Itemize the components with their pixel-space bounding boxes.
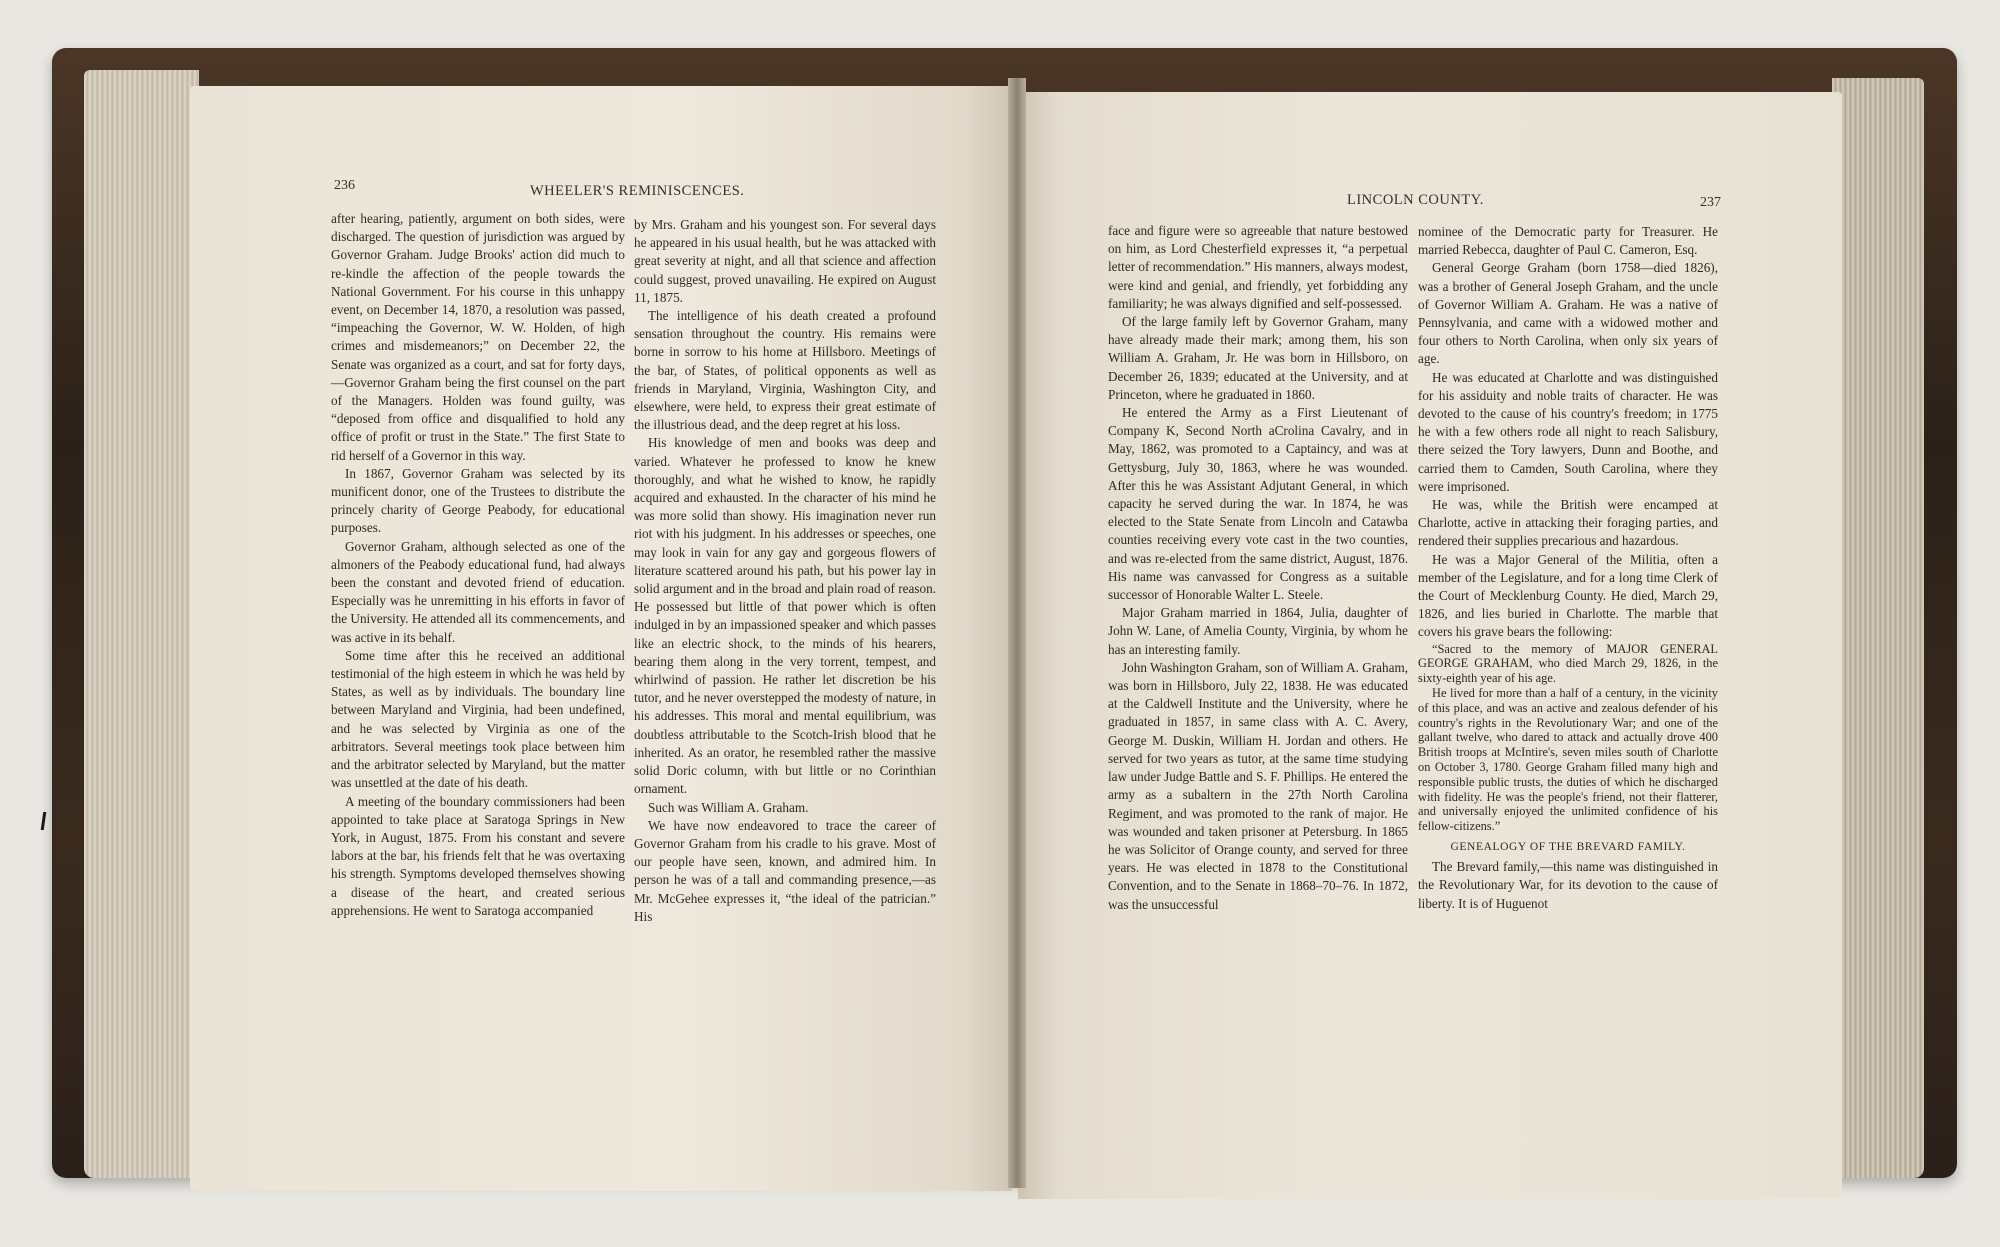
paragraph: He was, while the British were encamped at Charlotte, active in attacking their foraging parties, and rendered their supplies precarious and hazardous. <box>1418 497 1718 549</box>
section-heading: GENEALOGY OF THE BREVARD FAMILY. <box>1450 841 1686 854</box>
paragraph: General George Graham (born 1758—died 1826), was a brother of General Joseph Graham, and the uncle of Governor William A. Graham. He was a native of Pennsylvania, and came with a widowed mother and four others to North Carolina, when only six years of age. <box>1418 260 1718 367</box>
paragraph: after hearing, patiently, argument on both sides, were discharged. The question of jurisdiction was argued by Governor Graham. Judge Brooks' action did much to re-kindle the affection of the people towards the National Government. For his course in this unhappy event, on December 14, 1870, a resolution was passed, “impeaching the Governor, W. W. Holden, of high crimes and misdemeanors;” on December 22, the Senate was organized as a court, and sat for forty days,—Governor Graham being the first counsel on the part of the Managers. Holden was found guilty, was “deposed from office and disqualified to hold any office of profit or trust in the State.” The first State to rid herself of a Governor in this way. <box>331 211 625 463</box>
right-page-number: 237 <box>1700 195 1721 210</box>
left-column-1 <box>331 210 625 920</box>
paragraph: by Mrs. Graham and his youngest son. For several days he appeared in his usual health, but he was attacked with great severity at night, and all that science and affection could suggest, proved unavailing. He expired on August 11, 1875. <box>634 217 936 305</box>
ink-mark <box>41 812 47 830</box>
paragraph: Such was William A. Graham. <box>648 799 809 815</box>
paragraph: He was a Major General of the Militia, often a member of the Legislature, and for a long time Clerk of the Court of Mecklenburg County. He died, March 29, 1826, and lies buried in Charlotte. The marble that covers his grave bears the following: <box>1418 551 1718 640</box>
paragraph: John Washington Graham, son of William A. Graham, was born in Hillsboro, July 22, 1838. He was educated at the Caldwell Institute and the University, where he graduated in 1857, in same class with A. C. Avery, George M. Duskin, William H. Jordan and others. He served for two years as tutor, at the same time studying law under Judge Battle and S. F. Phillips. He entered the army as a subaltern in the 27th North Carolina Regiment, and was promoted to the rank of major. He was wounded and taken prisoner at Petersburg. In 1865 he was Solicitor of Orange county, and served for three years. He was elected in 1878 to the Constitutional Convention, and to the Senate in 1868–70–76. In 1872, was the unsuccessful <box>1108 659 1408 912</box>
paragraph: nominee of the Democratic party for Treasurer. He married Rebecca, daughter of Paul C. Cameron, Esq. <box>1418 224 1718 258</box>
paragraph: A meeting of the boundary commissioners had been appointed to take place at Saratoga Springs in New York, in August, 1875. From his constant and severe labors at the bar, his friends felt that he was overtaxing his strength. Symptoms developed themselves showing a disease of the heart, and created serious apprehensions. He went to Saratoga accompanied <box>331 793 625 918</box>
paragraph: He entered the Army as a First Lieutenant of Company K, Second North aCrolina Cavalry, and in May, 1862, was promoted to a Captaincy, and was at Gettysburg, July 30, 1863, where he was wounded. After this he was Assistant Adjutant General, in which capacity he served during the war. In 1874, he was elected to the State Senate from Lincoln and Catawba counties receiving every vote cast in the two counties, and was re-elected from the same district, August, 1876. His name was canvassed for Congress as a suitable successor of Honorable Walter L. Steele. <box>1108 405 1408 603</box>
right-running-head: LINCOLN COUNTY. <box>1347 192 1484 208</box>
paragraph: Of the large family left by Governor Graham, many have already made their mark; among them, his son William A. Graham, Jr. He was born in Hillsboro, on December 26, 1839; educated at the University, and at Princeton, where he graduated in 1860. <box>1108 314 1408 402</box>
book-gutter <box>1008 78 1026 1188</box>
inscription: “Sacred to the memory of MAJOR GENERAL GEORGE GRAHAM, who died March 29, 1826, in the sixty-eighth year of his age. <box>1418 641 1718 686</box>
paragraph: He was educated at Charlotte and was distinguished for his assiduity and noble traits of character. He was devoted to the cause of his country's freedom; in 1775 he with a few others rode all night to reach Salisbury, there seized the Tory lawyers, Dunn and Boothe, and carried them to Camden, South Carolina, where they were imprisoned. <box>1418 369 1718 494</box>
page-edges-left <box>84 70 199 1178</box>
left-column-2 <box>634 216 936 926</box>
paragraph: The intelligence of his death created a profound sensation throughout the country. His remains were borne in sorrow to his home at Hillsboro. Meetings of the bar, of States, of political opponents as well as friends in Maryland, Virginia, Washington City, and elsewhere, were held, to express their great estimate of the illustrious dead, and the deep regret at his loss. <box>634 308 936 433</box>
paragraph: Governor Graham, although selected as one of the almoners of the Peabody educational fund, had always been the constant and devoted friend of education. Especially was he unremitting in his efforts in favor of the University. He attended all its commencements, and was active in its behalf. <box>331 538 625 645</box>
paragraph: Some time after this he received an additional testimonial of the high esteem in which he was held by States, as well as by individuals. The boundary line between Maryland and Virginia, had been undefined, and he was selected by Virginia as one of the arbitrators. Several meetings took place between him and the arbitrator selected by Maryland, but the matter was unsettled at the date of his death. <box>331 647 625 791</box>
inscription: He lived for more than a half of a century, in the vicinity of this place, and was an active and zealous defender of his country's rights in the Revolutionary War; and one of the gallant twelve, who dared to attack and actually drove 400 British troops at McIntire's, seven miles south of Charlotte on October 3, 1780. George Graham filled many high and responsible public trusts, the duties of which he discharged with fidelity. He was the people's friend, not their flatterer, and universally enjoyed the unlimited confidence of his fellow-citizens.” <box>1418 686 1718 834</box>
paragraph: Major Graham married in 1864, Julia, daughter of John W. Lane, of Amelia County, Virginia, by whom he has an interesting family. <box>1108 605 1408 657</box>
paragraph: face and figure were so agreeable that nature bestowed on him, as Lord Chesterfield expresses it, “a perpetual letter of recommendation.” His manners, always modest, were kind and genial, and friendly, yet forbidding any familiarity; he was always dignified and self-possessed. <box>1108 223 1408 311</box>
left-page-number: 236 <box>334 178 355 193</box>
right-column-1 <box>1108 222 1408 914</box>
left-running-head: WHEELER'S REMINISCENCES. <box>530 183 745 199</box>
paragraph: We have now endeavored to trace the career of Governor Graham from his cradle to his grave. Most of our people have seen, known, and admired him. In person he was of a tall and commanding presence,—as Mr. McGehee expresses it, “the ideal of the patrician.” His <box>634 817 936 924</box>
paragraph: His knowledge of men and books was deep and varied. Whatever he professed to know he knew thoroughly, and what he wished to know, he rapidly acquired and exhausted. In the character of his mind he was more solid than showy. His imagination never run riot with his judgment. In his addresses or speeches, one may look in vain for any gay and gorgeous flowers of literature scattered around his path, but his power lay in solid argument and in the broad and plain road of reason. He possessed but little of that power which is often indulged in by an impassioned speaker and which passes like an electric shock, to the minds of his hearers, bearing them along in the very torrent, tempest, and whirlwind of passion. He rather let discretion be his tutor, and he never overstepped the modesty of nature, in his addresses. This moral and mental equilibrium, was doubtless attributable to the Scotch-Irish blood that he inherited. As an orator, he resembled rather the massive solid Doric column, with but little or no Corinthian ornament. <box>634 435 936 797</box>
page-edges-right <box>1832 78 1924 1178</box>
paragraph: The Brevard family,—this name was distinguished in the Revolutionary War, for its devotion to the cause of liberty. It is of Huguenot <box>1418 859 1718 911</box>
right-column-2 <box>1418 223 1718 913</box>
paragraph: In 1867, Governor Graham was selected by its munificent donor, one of the Trustees to distribute the princely charity of George Peabody, for educational purposes. <box>331 465 625 536</box>
